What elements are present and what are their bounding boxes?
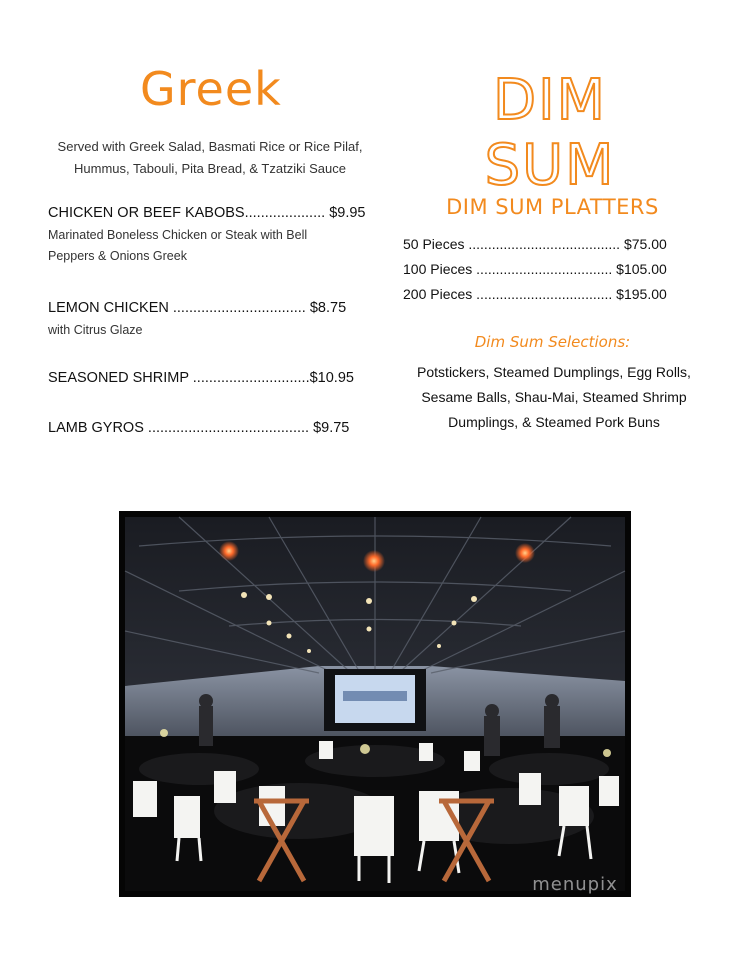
- greek-subtitle-line: Hummus, Tabouli, Pita Bread, & Tzatziki Sauce: [74, 161, 346, 176]
- event-tent-illustration: [119, 511, 631, 897]
- greek-menu-list: [48, 203, 368, 438]
- dimsum-selections-title: Dim Sum Selections:: [474, 333, 631, 351]
- menu-item-line: SEASONED SHRIMP .............................$10.95: [48, 370, 354, 386]
- event-tent-photo: [119, 511, 631, 897]
- dimsum-section-title: DIM SUM: [484, 68, 616, 198]
- dimsum-selections-text: [398, 360, 710, 435]
- menu-item-line: CHICKEN OR BEEF KABOBS.................... $9.95: [48, 205, 366, 221]
- menupix-watermark: menupix: [532, 874, 618, 895]
- menu-item-lamb-gyros: [48, 418, 368, 438]
- platter-item: 50 Pieces ....................................... $75.00: [403, 236, 667, 252]
- menu-item-chicken-beef-kabobs: [48, 203, 368, 298]
- menu-item-seasoned-shrimp: [48, 368, 368, 418]
- greek-section-title: Greek: [140, 62, 282, 116]
- menu-item-lemon-chicken: [48, 298, 368, 368]
- menu-item-description: [48, 225, 368, 267]
- menu-item-line: LAMB GYROS ........................................ $9.75: [48, 420, 350, 436]
- menu-item-description-line: Marinated Boneless Chicken or Steak with Bell: [48, 228, 308, 242]
- greek-subtitle: [40, 136, 380, 180]
- greek-subtitle-line: Served with Greek Salad, Basmati Rice or Rice Pilaf,: [57, 139, 363, 154]
- menu-item-line: LEMON CHICKEN ................................. $8.75: [48, 300, 347, 316]
- selections-line: Sesame Balls, Shau-Mai, Steamed Shrimp: [421, 389, 687, 405]
- selections-line: Dumplings, & Steamed Pork Buns: [448, 414, 660, 430]
- platter-item: 200 Pieces ................................... $195.00: [403, 286, 667, 302]
- dimsum-platters-list: [403, 232, 699, 307]
- menu-item-description: with Citrus Glaze: [48, 323, 143, 337]
- selections-line: Potstickers, Steamed Dumplings, Egg Rolls,: [417, 364, 691, 380]
- menu-item-description-line: Peppers & Onions Greek: [48, 249, 187, 263]
- platter-item: 100 Pieces ................................... $105.00: [403, 261, 667, 277]
- dimsum-platters-title: DIM SUM PLATTERS: [446, 195, 659, 219]
